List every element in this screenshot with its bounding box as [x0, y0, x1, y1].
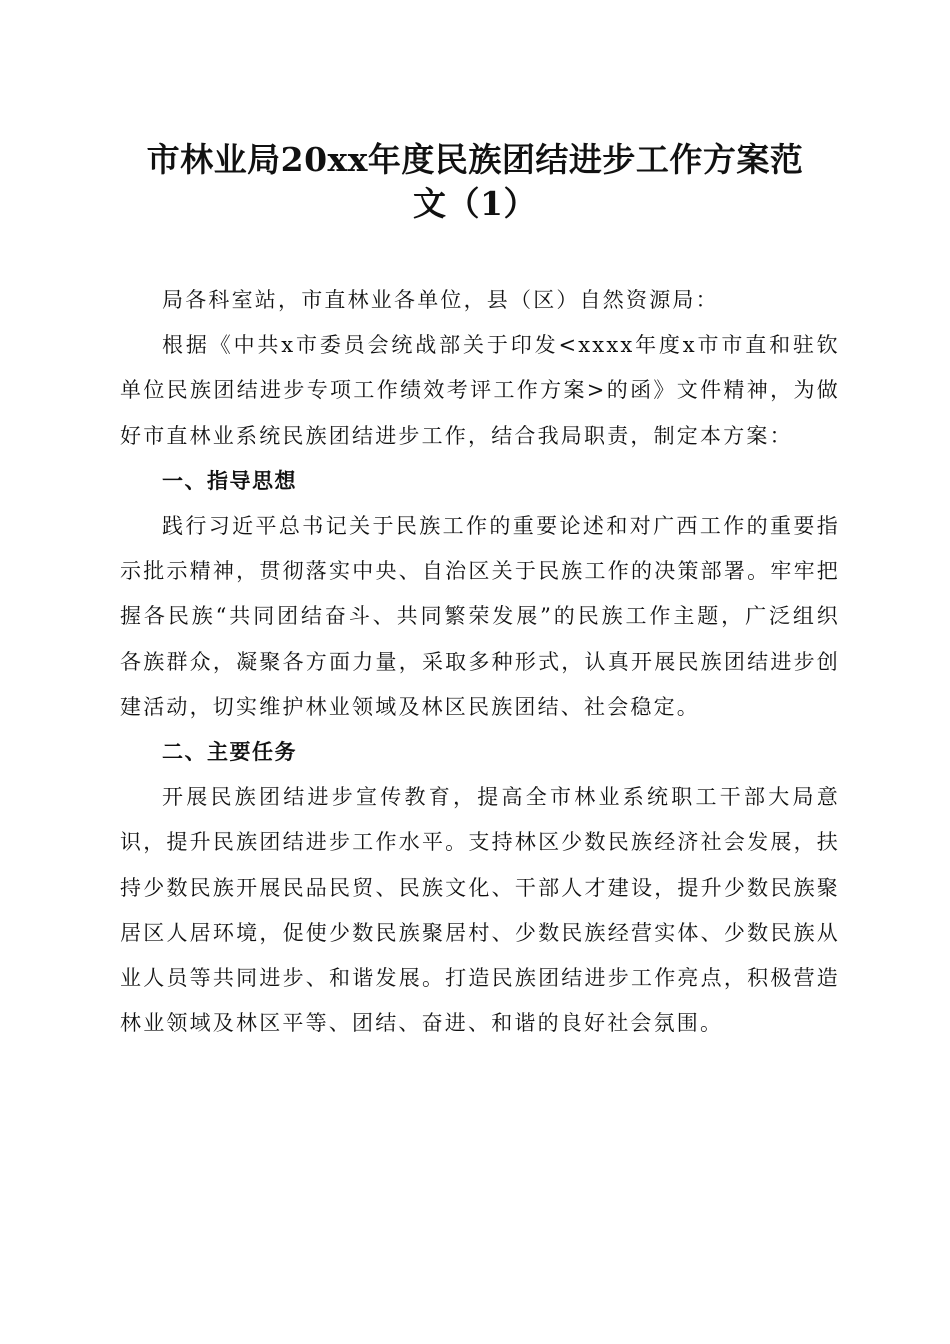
salutation: 局各科室站，市直林业各单位，县（区）自然资源局： [162, 288, 719, 312]
section-body-guiding-ideology: 践行习近平总书记关于民族工作的重要论述和对广西工作的重要指示批示精神，贯彻落实中央、自治区关于民族工作的决策部署。牢牢把握各民族“共同团结奋斗、共同繁荣发展”的民族工作主题，广泛组织各族群众，凝聚各方面力量，采取多种形式，认真开展民族团结进步创建活动，切实维护林业领域及林区民族团结、社会稳定。 [120, 514, 840, 719]
section-heading-guiding-ideology: 一、指导思想 [162, 468, 297, 493]
section-heading-main-tasks: 二、主要任务 [162, 740, 297, 765]
title-line-1: 市林业局20xx年度民族团结进步工作方案范 [146, 140, 804, 179]
document-body [120, 278, 840, 1046]
intro-paragraph: 根据《中共x市委员会统战部关于印发<xxxx年度x市市直和驻钦单位民族团结进步专项工作绩效考评工作方案>的函》文件精神，为做好市直林业系统民族团结进步工作，结合我局职责，制定本方案： [120, 333, 840, 448]
document-title [100, 138, 850, 226]
title-line-2: 文（1） [413, 184, 537, 223]
section-body-main-tasks: 开展民族团结进步宣传教育，提高全市林业系统职工干部大局意识，提升民族团结进步工作水平。支持林区少数民族经济社会发展，扶持少数民族开展民品民贸、民族文化、干部人才建设，提升少数民族聚居区人居环境，促使少数民族聚居村、少数民族经营实体、少数民族从业人员等共同进步、和谐发展。打造民族团结进步工作亮点，积极营造林业领域及林区平等、团结、奋进、和谐的良好社会氛围。 [120, 785, 840, 1036]
